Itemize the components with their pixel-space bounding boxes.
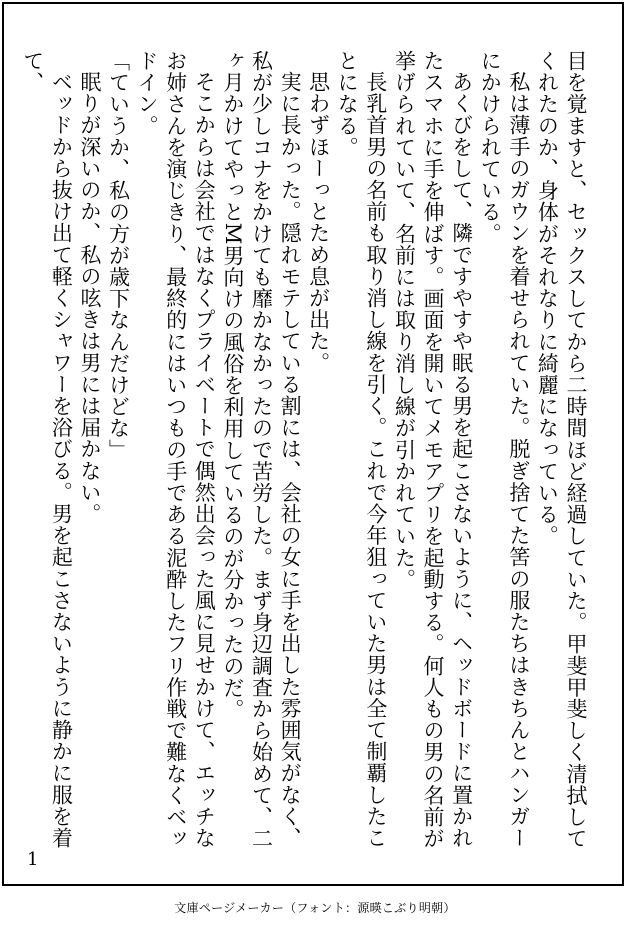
paragraph-9: 眠りが深いのか、私の呟きは男には届かない。	[77, 71, 102, 525]
paragraph-5: 思わずほーっとため息が出た。	[306, 71, 331, 374]
paragraph-3: あくびをして、隣ですやすや眠る男を起こさないように、ヘッドボードに置かれたスマホに手を伸ばす。画面を開いてメモアプリを起動する。何人もの男の名前が挙げられていて、名前には取り消し線が引かれていた。	[392, 50, 474, 850]
paragraph-2: 私は薄手のガウンを着せられていた。脱ぎ捨てた筈の服たちはきちんとハンガーにかけられている。	[478, 50, 531, 849]
paragraph-8-dialogue: 「ていうか、私の方が歳下なんだけどな」	[106, 50, 131, 461]
paragraph-1: 目を覚ますと、セックスしてから二時間ほど経過していた。甲斐甲斐しく清拭してくれたのか、身体がそれなりに綺麗になっている。	[535, 50, 588, 850]
footer-credit: 文庫ページメーカー（フォント：源暎こぶり明朝）	[174, 901, 456, 915]
paragraph-10: ベッドから抜け出て軽くシャワーを浴びる。男を起こさないように静かに服を着て、	[20, 50, 74, 849]
paragraph-7: そこからは会社ではなくプライベートで偶然出会った風に見せかけて、エッチなお姉さんを演じきり、最終的にはいつもの手である泥酔したフリ作戦で難なくベッドイン。	[135, 50, 217, 850]
paragraph-4: 長乳首男の名前も取り消し線を引く。これで今年狙っていた男は全て制覇したことになる。	[335, 50, 388, 849]
page-frame	[2, 2, 624, 886]
page-number: 1	[27, 849, 39, 870]
paragraph-6: 実に長かった。隠れモテしている割には、会社の女に手を出した雰囲気がなく、私が少しコナをかけても靡かなかったので苦労した。まず身辺調査から始めて、二ヶ月かけてやっとM男向けの風俗を利用しているのが分かったのだ。	[220, 50, 303, 850]
vertical-body-text	[20, 50, 590, 850]
